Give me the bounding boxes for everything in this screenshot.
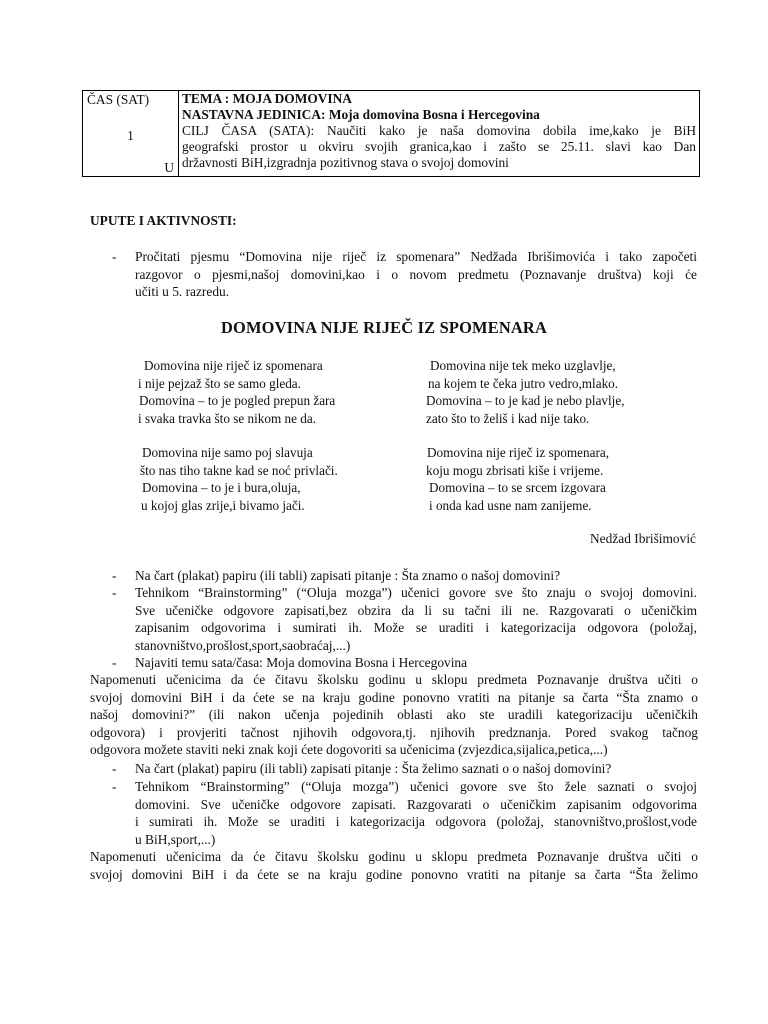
lesson-number-cell [83, 91, 179, 177]
cilj-line-3: državnosti BiH,izgradnja pozitivnog stava o svojoj domovini [182, 155, 509, 170]
text-line: Sve učeničke odgovore zapisati,bez obzira da li su tačni ili ne. Razgovarati o učeničkim [135, 602, 697, 618]
text-line: domovini. Sve učeničke odgovore zapisati. Razgovarati o učeničkim zapisanim odgovorima [135, 796, 697, 812]
activity-bullet-1 [135, 567, 697, 585]
poem-author: Nedžad Ibrišimović [590, 531, 696, 546]
poem-line: na kojem te čeka jutro vedro,mlako. [428, 375, 619, 391]
text-line: učiti u 5. razredu. [135, 284, 230, 299]
text-line: zapisanim odgovorima i sumirati ih. Može se uraditi i kategorizacija odgovora (položaj, [135, 620, 697, 635]
poem-line: Domovina – to je kad je nebo plavlje, [426, 393, 625, 409]
poem-line: zato što to želiš i kad nije tako. [426, 410, 590, 426]
bullet-marker: - [112, 585, 117, 600]
poem-line: Domovina nije tek meko uzglavlje, [430, 358, 616, 373]
note-paragraph-1 [90, 671, 698, 759]
text-line: Na čart (plakat) papiru (ili tabli) zapisati pitanje : Šta želimo saznati o o našoj domovini? [135, 761, 612, 776]
poem-line: Domovina nije riječ iz spomenara, [427, 445, 609, 460]
bullet-marker: - [112, 249, 117, 264]
text-line: svojoj domovini BiH i da ćete se na kraju godine ponovno vratiti na pitanje sa čarta “Šta želimo [90, 866, 698, 882]
stanza-3 [140, 444, 338, 514]
lesson-info-cell [179, 91, 700, 177]
cas-number: 1 [127, 128, 134, 143]
bullet-marker: - [112, 655, 117, 670]
stanza-1 [138, 357, 335, 427]
poem-line: što nas tiho takne kad se noć privlači. [140, 462, 338, 478]
text-line: Tehnikom “Brainstorming” (“Oluja mozga”) učenici govore sve što znaju o svojoj domovini. [135, 585, 697, 600]
cas-label: ČAS (SAT) [87, 92, 150, 107]
cas-marker: U [164, 160, 174, 175]
poem-line: u kojoj glas zrije,i bivamo jači. [141, 497, 305, 513]
text-line: i sumirati ih. Može se uraditi i kategorizacija odgovora (položaj, stanovništvo,prošlost,vode [135, 814, 697, 829]
text-line: Napomenuti učenicima da će čitavu školsku godinu u sklopu predmeta Poznavanje društva učiti o [90, 672, 698, 687]
text-line: Pročitati pjesmu “Domovina nije riječ iz spomenara” Nedžada Ibrišimovića i tako započeti [135, 249, 697, 264]
note-paragraph-2 [90, 848, 698, 883]
poem-line: i nije pejzaž što se samo gleda. [138, 375, 301, 391]
text-line: odgovora možete staviti neki znak koji ćete dogovoriti sa učenicima (zvjezdica,sijalica,petica,...) [90, 742, 608, 758]
poem-line: Domovina nije riječ iz spomenara [144, 358, 323, 373]
bullet-marker: - [112, 568, 117, 583]
text-line: razgovor o pjesmi,našoj domovini,kao i o novom predmetu (Poznavanje društva) koji će [135, 266, 697, 282]
section-heading: UPUTE I AKTIVNOSTI: [90, 213, 237, 228]
cilj-line-1: CILJ ČASA (SATA): Naučiti kako je naša domovina dobila ime,kako je BiH [182, 123, 696, 138]
intro-bullet [135, 248, 697, 301]
stanza-2 [426, 357, 625, 427]
activity-bullet-3 [135, 654, 697, 672]
poem-line: Domovina – to se srcem izgovara [429, 480, 606, 496]
poem-line: i svaka travka što se nikom ne da. [138, 410, 316, 426]
text-line: Napomenuti učenicima da će čitavu školsku godinu u sklopu predmeta Poznavanje društva učiti o [90, 849, 698, 864]
stanza-4 [426, 444, 609, 514]
activity-bullet-2 [135, 584, 697, 654]
poem-title: DOMOVINA NIJE RIJEČ IZ SPOMENARA [220, 318, 548, 337]
bullet-marker: - [112, 779, 117, 794]
text-line: Na čart (plakat) papiru (ili tabli) zapisati pitanje : Šta znamo o našoj domovini? [135, 568, 561, 583]
poem-line: i onda kad usne nam zanijeme. [429, 497, 592, 513]
text-line: Najaviti temu sata/časa: Moja domovina Bosna i Hercegovina [135, 655, 468, 670]
activity-bullet-5 [135, 778, 697, 848]
poem-line: Domovina – to je i bura,oluja, [142, 480, 301, 496]
cilj-line-2: geografski prostor u okviru svojih granica,kao i zašto se 25.11. slavi kao Dan [182, 139, 696, 154]
activity-bullet-4 [135, 760, 697, 778]
text-line: Tehnikom “Brainstorming” (“Oluja mozga”) učenici govore sve što žele saznati o svojoj [135, 779, 697, 794]
text-line: našoj domovini?” (ili nakon učenja pojedinih oblasti ako ste uradili kategorizaciju učeničkih [90, 707, 698, 723]
tema-line: TEMA : MOJA DOMOVINA [182, 91, 352, 106]
text-line: stanovništvo,prošlost,sport,saobraćaj,...) [135, 637, 351, 653]
text-line: svojoj domovini BiH i da ćete se na kraju godine ponovno vratiti na pitanje sa čarta “Šta znamo o [90, 689, 698, 705]
poem-line: Domovina – to je pogled prepun žara [139, 393, 336, 409]
poem-line: Domovina nije samo poj slavuja [142, 445, 313, 460]
poem-line: koju mogu zbrisati kiše i vrijeme. [426, 462, 604, 478]
lesson-header-table [82, 90, 700, 177]
text-line: odgovora) i provjeriti tačnost njihovih odgovora,tj. njihovih predznanja. Pored svakog tačnog [90, 724, 698, 740]
text-line: u BiH,sport,...) [135, 831, 216, 847]
nastavna-jedinica-line: NASTAVNA JEDINICA: Moja domovina Bosna i Hercegovina [182, 107, 540, 122]
bullet-marker: - [112, 761, 117, 776]
